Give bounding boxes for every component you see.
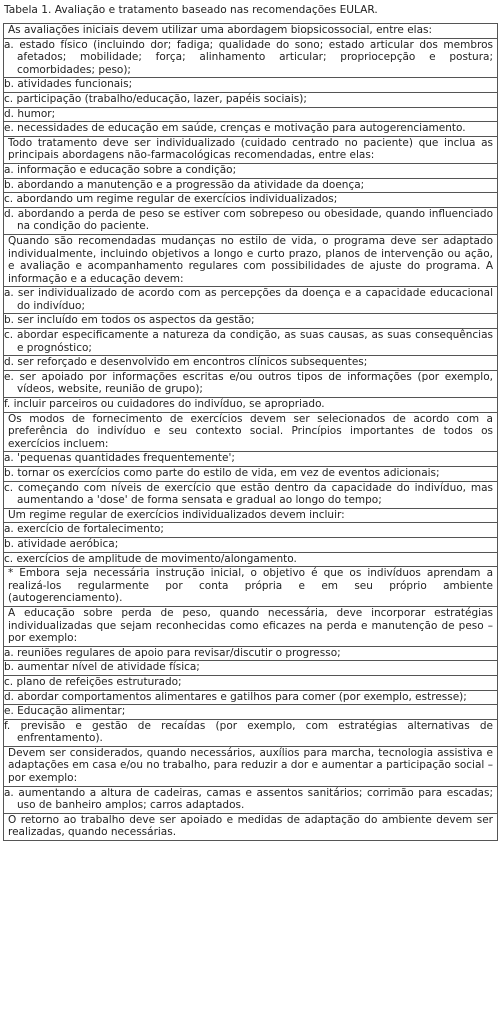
table-row-item: d. abordando a perda de peso se estiver com sobrepeso ou obesidade, quando influenciado na condição do paciente.: [3, 208, 498, 235]
table-row-item: c. abordando um regime regular de exercícios individualizados;: [3, 193, 498, 208]
table-row-item: d. humor;: [3, 108, 498, 123]
table-row-item: a. ser individualizado de acordo com as percepções da doença e a capacidade educacional do indivíduo;: [3, 287, 498, 314]
table-row-item: a. aumentando a altura de cadeiras, camas e assentos sanitários; corrimão para escadas; uso de banheiro amplos; carros adaptados.: [3, 787, 498, 814]
table-row-item: b. tornar os exercícios como parte do estilo de vida, em vez de eventos adicionais;: [3, 467, 498, 482]
table-row-item: c. começando com níveis de exercício que estão dentro da capacidade do indivíduo, mas aumentando a 'dose' de forma sensata e gradual ao longo do tempo;: [3, 482, 498, 509]
table-row-item: a. estado físico (incluindo dor; fadiga; qualidade do sono; estado articular dos membros afetados; mobilidade; força; alinhamento articular; propriocepção e postura; comorbidades; peso);: [3, 39, 498, 79]
table-row-item: a. informação e educação sobre a condição;: [3, 164, 498, 179]
table-row-item: c. participação (trabalho/educação, lazer, papéis sociais);: [3, 93, 498, 108]
table-row-header: Devem ser considerados, quando necessários, auxílios para marcha, tecnologia assistiva e adaptações em casa e/ou no trabalho, para reduzir a dor e aumentar a participação social – por exemplo:: [3, 747, 498, 787]
table-row-item: b. atividades funcionais;: [3, 78, 498, 93]
table-caption: Tabela 1. Avaliação e tratamento baseado nas recomendações EULAR.: [4, 4, 378, 16]
table-row-item: a. exercício de fortalecimento;: [3, 523, 498, 538]
table-row-header: Um regime regular de exercícios individualizados devem incluir:: [3, 509, 498, 524]
table-row-header: Todo tratamento deve ser individualizado (cuidado centrado no paciente) que inclua as principais abordagens não-farmacológicas recomendadas, entre elas:: [3, 137, 498, 164]
table-row-item: b. ser incluído em todos os aspectos da gestão;: [3, 314, 498, 329]
table-row-item: f. incluir parceiros ou cuidadores do indivíduo, se apropriado.: [3, 398, 498, 413]
table-row-item: d. abordar comportamentos alimentares e gatilhos para comer (por exemplo, estresse);: [3, 691, 498, 706]
table-row-item: c. exercícios de amplitude de movimento/alongamento.: [3, 553, 498, 568]
table-row-item: b. abordando a manutenção e a progressão da atividade da doença;: [3, 179, 498, 194]
recommendations-table: [3, 23, 498, 841]
table-row-header: Quando são recomendadas mudanças no estilo de vida, o programa deve ser adaptado individualmente, incluindo objetivos a longo e curto prazo, planos de intervenção ou ação, e avaliação e acompanhamento regulares com possibilidades de ajuste do programa. A informação e a educação devem:: [3, 235, 498, 287]
table-row-header: * Embora seja necessária instrução inicial, o objetivo é que os indivíduos aprendam a realizá-los regularmente por conta própria e em seu próprio ambiente (autogerenciamento).: [3, 567, 498, 607]
table-row-item: a. 'pequenas quantidades frequentemente';: [3, 452, 498, 467]
table-row-item: d. ser reforçado e desenvolvido em encontros clínicos subsequentes;: [3, 356, 498, 371]
table-row-item: c. plano de refeições estruturado;: [3, 676, 498, 691]
table-row-item: a. reuniões regulares de apoio para revisar/discutir o progresso;: [3, 647, 498, 662]
table-row-header: Os modos de fornecimento de exercícios devem ser selecionados de acordo com a preferência do indivíduo e seu contexto social. Princípios importantes de todos os exercícios incluem:: [3, 413, 498, 453]
table-row-item: e. Educação alimentar;: [3, 705, 498, 720]
table-row-item: e. ser apoiado por informações escritas e/ou outros tipos de informações (por exemplo, vídeos, website, reunião de grupo);: [3, 371, 498, 398]
table-row-item: f. previsão e gestão de recaídas (por exemplo, com estratégias alternativas de enfrentamento).: [3, 720, 498, 747]
table-row-item: c. abordar especificamente a natureza da condição, as suas causas, as suas consequências e prognóstico;: [3, 329, 498, 356]
table-row-header: O retorno ao trabalho deve ser apoiado e medidas de adaptação do ambiente devem ser realizadas, quando necessárias.: [3, 814, 498, 841]
table-row-item: b. atividade aeróbica;: [3, 538, 498, 553]
table-row-header: A educação sobre perda de peso, quando necessária, deve incorporar estratégias individualizadas que sejam reconhecidas como eficazes na perda e manutenção de peso – por exemplo:: [3, 607, 498, 647]
table-row-item: b. aumentar nível de atividade física;: [3, 661, 498, 676]
table-row-header: As avaliações iniciais devem utilizar uma abordagem biopsicossocial, entre elas:: [3, 24, 498, 39]
table-row-item: e. necessidades de educação em saúde, crenças e motivação para autogerenciamento.: [3, 122, 498, 137]
